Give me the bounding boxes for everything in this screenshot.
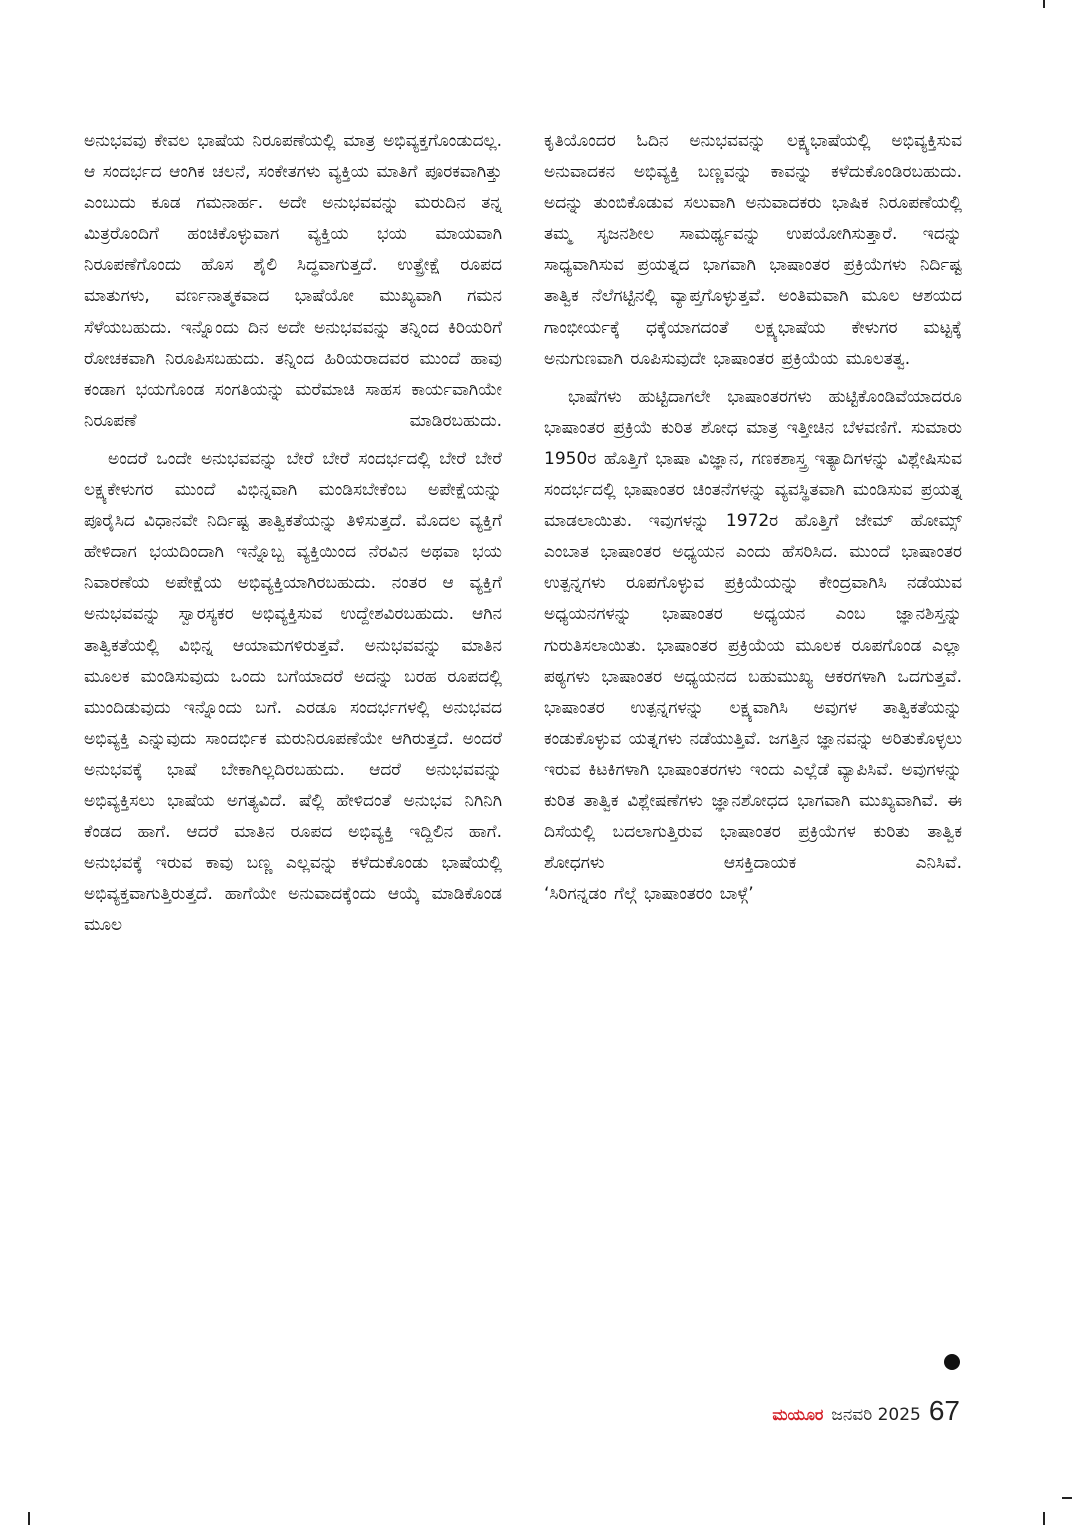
paragraph-4: ಭಾಷೆಗಳು ಹುಟ್ಟಿದಾಗಲೇ ಭಾಷಾಂತರಗಳು ಹುಟ್ಟಿಕೊಂಡಿವೆಯಾದರೂ ಭಾಷಾಂತರ ಪ್ರಕ್ರಿಯೆ ಕುರಿತ ಶೋಧ ಮಾತ್ರ ಇತ್ತೀಚಿನ ಬೆಳವಣಿಗೆ. ಸುಮಾರು 1950ರ ಹೊತ್ತಿಗೆ ಭಾಷಾ ವಿಜ್ಞಾನ, ಗಣಕಶಾಸ್ತ್ರ ಇತ್ಯಾದಿಗಳನ್ನು ವಿಶ್ಲೇಷಿಸುವ ಸಂದರ್ಭದಲ್ಲಿ ಭಾಷಾಂತರ ಚಿಂತನೆಗಳನ್ನು ವ್ಯವಸ್ಥಿತವಾಗಿ ಮಂಡಿಸುವ ಪ್ರಯತ್ನ ಮಾಡಲಾಯಿತು. ಇವುಗಳನ್ನು 1972ರ ಹೊತ್ತಿಗೆ ಜೇಮ್ ಹೋಮ್ಸ್ ಎಂಬಾತ ಭಾಷಾಂತರ ಅಧ್ಯಯನ ಎಂದು ಹೆಸರಿಸಿದ. ಮುಂದೆ ಭಾಷಾಂತರ ಉತ್ಪನ್ನಗಳು ರೂಪಗೊಳ್ಳುವ ಪ್ರಕ್ರಿಯೆಯನ್ನು ಕೇಂದ್ರವಾಗಿಸಿ ನಡೆಯುವ ಅಧ್ಯಯನಗಳನ್ನು ಭಾಷಾಂತರ ಅಧ್ಯಯನ ಎಂಬ ಜ್ಞಾನಶಿಸ್ತನ್ನು ಗುರುತಿಸಲಾಯಿತು. ಭಾಷಾಂತರ ಪ್ರಕ್ರಿಯೆಯ ಮೂಲಕ ರೂಪಗೊಂಡ ಎಲ್ಲಾ ಪಠ್ಯಗಳು ಭಾಷಾಂತರ ಅಧ್ಯಯನದ ಬಹುಮುಖ್ಯ ಆಕರಗಳಾಗಿ ಒದಗುತ್ತವೆ. ಭಾಷಾಂತರ ಉತ್ಪನ್ನಗಳನ್ನು ಲಕ್ಷ್ಯವಾಗಿಸಿ ಅವುಗಳ ತಾತ್ವಿಕತೆಯನ್ನು ಕಂಡುಕೊಳ್ಳುವ ಯತ್ನಗಳು ನಡೆಯುತ್ತಿವೆ. ಜಗತ್ತಿನ ಜ್ಞಾನವನ್ನು ಅರಿತುಕೊಳ್ಳಲು ಇರುವ ಕಿಟಕಿಗಳಾಗಿ ಭಾಷಾಂತರಗಳು ಇಂದು ಎಲ್ಲೆಡೆ ವ್ಯಾಪಿಸಿವೆ. ಅವುಗಳನ್ನು ಕುರಿತ ತಾತ್ವಿಕ ವಿಶ್ಲೇಷಣೆಗಳು ಜ್ಞಾನಶೋಧದ ಭಾಗವಾಗಿ ಮುಖ್ಯವಾಗಿವೆ. ಈ ದಿಸೆಯಲ್ಲಿ ಬದಲಾಗುತ್ತಿರುವ ಭಾಷಾಂತರ ಪ್ರಕ್ರಿಯೆಗಳ ಕುರಿತು ತಾತ್ವಿಕ ಶೋಧಗಳು ಆಸಕ್ತಿದಾಯಕ ಎನಿಸಿವೆ. bbox=[544, 386, 962, 874]
right-column bbox=[544, 126, 962, 910]
issue-date: ಜನವರಿ 2025 bbox=[831, 1405, 921, 1425]
crop-mark-top-right bbox=[1043, 0, 1045, 8]
paragraph-1: ಅನುಭವವು ಕೇವಲ ಭಾಷೆಯ ನಿರೂಪಣೆಯಲ್ಲಿ ಮಾತ್ರ ಅಭಿವ್ಯಕ್ತಗೊಂಡುದಲ್ಲ. ಆ ಸಂದರ್ಭದ ಆಂಗಿಕ ಚಲನೆ, ಸಂಕೇತಗಳು ವ್ಯಕ್ತಿಯ ಮಾತಿಗೆ ಪೂರಕವಾಗಿತ್ತು ಎಂಬುದು ಕೂಡ ಗಮನಾರ್ಹ. ಅದೇ ಅನುಭವವನ್ನು ಮರುದಿನ ತನ್ನ ಮಿತ್ರರೊಂದಿಗೆ ಹಂಚಿಕೊಳ್ಳುವಾಗ ವ್ಯಕ್ತಿಯ ಭಯ ಮಾಯವಾಗಿ ನಿರೂಪಣೆಗೊಂದು ಹೊಸ ಶೈಲಿ ಸಿದ್ಧವಾಗುತ್ತದೆ. ಉತ್ಪ್ರೇಕ್ಷೆ ರೂಪದ ಮಾತುಗಳು, ವರ್ಣನಾತ್ಮಕವಾದ ಭಾಷೆಯೋ ಮುಖ್ಯವಾಗಿ ಗಮನ ಸೆಳೆಯಬಹುದು. ಇನ್ನೊಂದು ದಿನ ಅದೇ ಅನುಭವವನ್ನು ತನ್ನಿಂದ ಕಿರಿಯರಿಗೆ ರೋಚಕವಾಗಿ ನಿರೂಪಿಸಬಹುದು. ತನ್ನಿಂದ ಹಿರಿಯರಾದವರ ಮುಂದೆ ಹಾವು ಕಂಡಾಗ ಭಯಗೊಂಡ ಸಂಗತಿಯನ್ನು ಮರೆಮಾಚಿ ಸಾಹಸ ಕಾರ್ಯವಾಗಿಯೇ ನಿರೂಪಣೆ ಮಾಡಿರಬಹುದು. bbox=[84, 131, 502, 431]
magazine-logo: ಮಯೂರ bbox=[772, 1405, 824, 1424]
left-column bbox=[84, 126, 502, 941]
page-footer bbox=[772, 1395, 960, 1427]
crop-mark-bottom-left bbox=[28, 1512, 30, 1525]
crop-mark-bottom-right-v bbox=[1043, 1512, 1045, 1525]
paragraph-2: ಅಂದರೆ ಒಂದೇ ಅನುಭವವನ್ನು ಬೇರೆ ಬೇರೆ ಸಂದರ್ಭದಲ್ಲಿ ಬೇರೆ ಬೇರೆ ಲಕ್ಷ್ಯಕೇಳುಗರ ಮುಂದೆ ವಿಭಿನ್ನವಾಗಿ ಮಂಡಿಸಬೇಕೆಂಬ ಅಪೇಕ್ಷೆಯನ್ನು ಪೂರೈಸಿದ ವಿಧಾನವೇ ನಿರ್ದಿಷ್ಟ ತಾತ್ವಿಕತೆಯನ್ನು ತಿಳಿಸುತ್ತದೆ. ಮೊದಲ ವ್ಯಕ್ತಿಗೆ ಹೇಳಿದಾಗ ಭಯದಿಂದಾಗಿ ಇನ್ನೊಬ್ಬ ವ್ಯಕ್ತಿಯಿಂದ ನೆರವಿನ ಅಥವಾ ಭಯ ನಿವಾರಣೆಯ ಅಪೇಕ್ಷೆಯ ಅಭಿವ್ಯಕ್ತಿಯಾಗಿರಬಹುದು. ನಂತರ ಆ ವ್ಯಕ್ತಿಗೆ ಅನುಭವವನ್ನು ಸ್ವಾರಸ್ಯಕರ ಅಭಿವ್ಯಕ್ತಿಸುವ ಉದ್ದೇಶವಿರಬಹುದು. ಆಗಿನ ತಾತ್ವಿಕತೆಯಲ್ಲಿ ವಿಭಿನ್ನ ಆಯಾಮಗಳಿರುತ್ತವೆ. ಅನುಭವವನ್ನು ಮಾತಿನ ಮೂಲಕ ಮಂಡಿಸುವುದು ಒಂದು ಬಗೆಯಾದರೆ ಅದನ್ನು ಬರಹ ರೂಪದಲ್ಲಿ ಮುಂದಿಡುವುದು ಇನ್ನೊಂದು ಬಗೆ. ಎರಡೂ ಸಂದರ್ಭಗಳಲ್ಲಿ ಅನುಭವದ ಅಭಿವ್ಯಕ್ತಿ ಎನ್ನುವುದು ಸಾಂದರ್ಭಿಕ ಮರುನಿರೂಪಣೆಯೇ ಆಗಿರುತ್ತದೆ. ಅಂದರೆ ಅನುಭವಕ್ಕೆ ಭಾಷೆ ಬೇಕಾಗಿಲ್ಲದಿರಬಹುದು. ಆದರೆ ಅನುಭವವನ್ನು ಅಭಿವ್ಯಕ್ತಿಸಲು ಭಾಷೆಯ ಅಗತ್ಯವಿದೆ. ಷೆಲ್ಲಿ ಹೇಳಿದಂತೆ ಅನುಭವ ನಿಗಿನಿಗಿ ಕೆಂಡದ ಹಾಗೆ. ಆದರೆ ಮಾತಿನ ರೂಪದ ಅಭಿವ್ಯಕ್ತಿ ಇದ್ದಿಲಿನ ಹಾಗೆ. ಅನುಭವಕ್ಕೆ ಇರುವ ಕಾವು ಬಣ್ಣ ಎಲ್ಲವನ್ನು ಕಳೆದುಕೊಂಡು ಭಾಷೆಯಲ್ಲಿ ಅಭಿವ್ಯಕ್ತವಾಗುತ್ತಿರುತ್ತದೆ. ಹಾಗೆಯೇ ಅನುವಾದಕ್ಕೆಂದು ಆಯ್ಕೆ ಮಾಡಿಕೊಂಡ ಮೂಲ bbox=[84, 448, 502, 936]
paragraph-3: ಕೃತಿಯೊಂದರ ಓದಿನ ಅನುಭವವನ್ನು ಲಕ್ಷ್ಯಭಾಷೆಯಲ್ಲಿ ಅಭಿವ್ಯಕ್ತಿಸುವ ಅನುವಾದಕನ ಅಭಿವ್ಯಕ್ತಿ ಬಣ್ಣವನ್ನು ಕಾವನ್ನು ಕಳೆದುಕೊಂಡಿರಬಹುದು. ಅದನ್ನು ತುಂಬಿಕೊಡುವ ಸಲುವಾಗಿ ಅನುವಾದಕರು ಭಾಷಿಕ ನಿರೂಪಣೆಯಲ್ಲಿ ತಮ್ಮ ಸೃಜನಶೀಲ ಸಾಮರ್ಥ್ಯವನ್ನು ಉಪಯೋಗಿಸುತ್ತಾರೆ. ಇದನ್ನು ಸಾಧ್ಯವಾಗಿಸುವ ಪ್ರಯತ್ನದ ಭಾಗವಾಗಿ ಭಾಷಾಂತರ ಪ್ರಕ್ರಿಯೆಗಳು ನಿರ್ದಿಷ್ಟ ತಾತ್ವಿಕ ನೆಲೆಗಟ್ಟಿನಲ್ಲಿ ವ್ಯಾಪ್ತಗೊಳ್ಳುತ್ತವೆ. ಅಂತಿಮವಾಗಿ ಮೂಲ ಆಶಯದ ಗಾಂಭೀರ್ಯಕ್ಕೆ ಧಕ್ಕೆಯಾಗದಂತೆ ಲಕ್ಷ್ಯಭಾಷೆಯ ಕೇಳುಗರ ಮಟ್ಟಕ್ಕೆ ಅನುಗುಣವಾಗಿ ರೂಪಿಸುವುದೇ ಭಾಷಾಂತರ ಪ್ರಕ್ರಿಯೆಯ ಮೂಲತತ್ವ. bbox=[544, 131, 962, 369]
page-number: 67 bbox=[928, 1395, 960, 1426]
closing-quote: ‘ಸಿರಿಗನ್ನಡಂ ಗೆಲ್ಗೆ ಭಾಷಾಂತರಂ ಬಾಳ್ಗೆ’ bbox=[544, 884, 754, 905]
crop-mark-bottom-right-h bbox=[1062, 1497, 1072, 1499]
end-of-article-bullet bbox=[944, 1354, 960, 1370]
